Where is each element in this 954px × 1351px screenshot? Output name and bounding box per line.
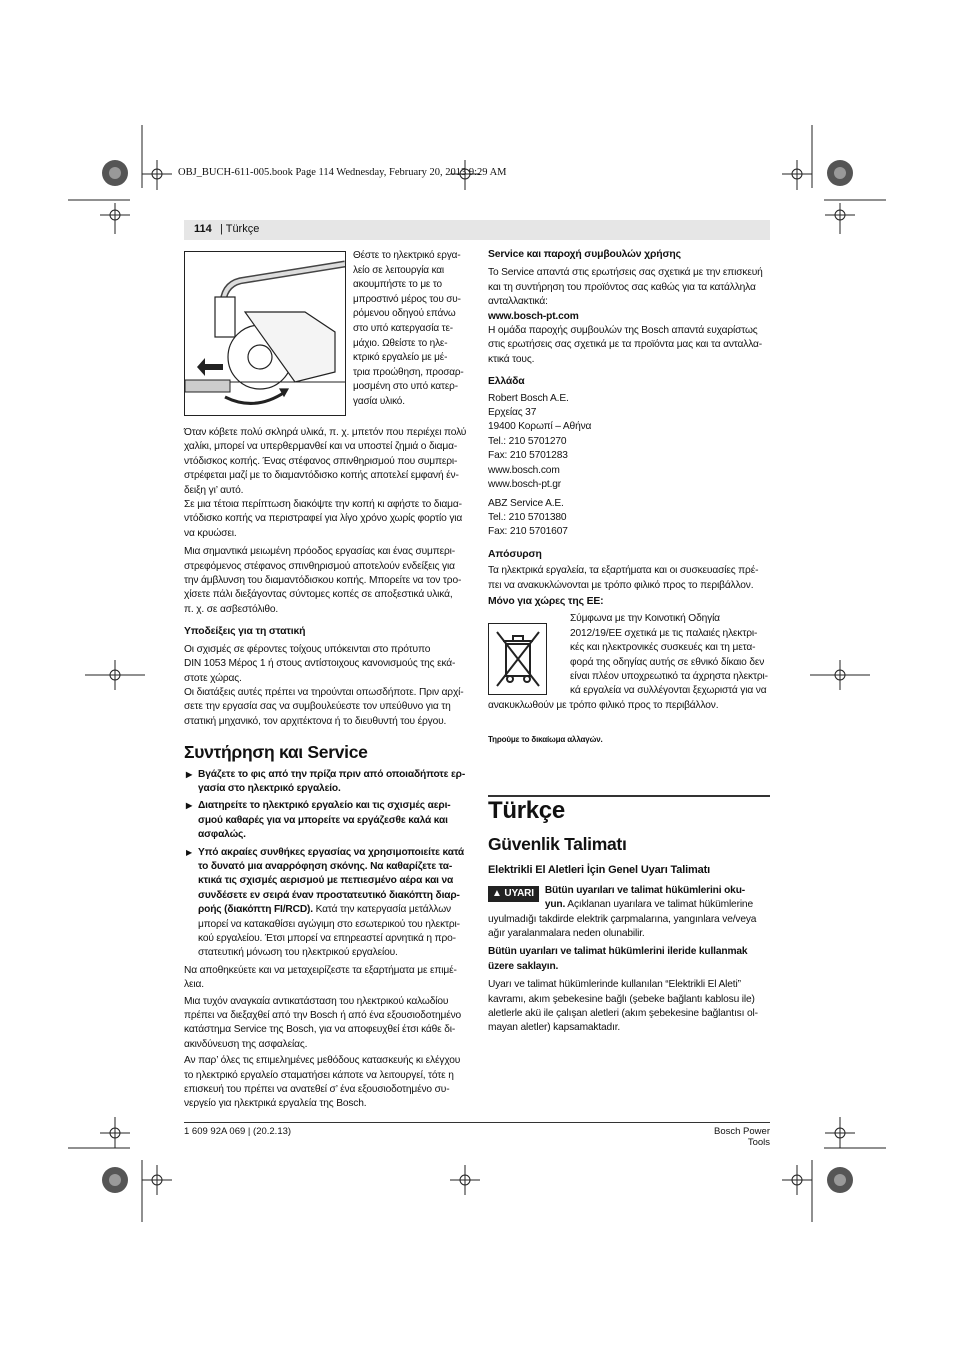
- paragraph-service: Το Service απαντά στις ερωτήσεις σας σχετικά με την επισκευή και τη συντήρηση του προϊόντος σας καθώς για τα κατάλληλα ανταλλακτικά:: [488, 267, 763, 308]
- bullet-triangle-icon: ▶: [186, 801, 193, 811]
- page-number: 114: [194, 223, 212, 235]
- eu-heading: Μόνο για χώρες της ΕΕ:: [488, 595, 604, 607]
- footer-document-number: 1 609 92A 069 | (20.2.13): [184, 1126, 292, 1137]
- grinder-drawing: [185, 252, 345, 415]
- tool-illustration: [184, 251, 346, 416]
- page-header: [184, 220, 770, 240]
- caption-line: μοσμένη στο υπό κατερ-: [353, 381, 458, 393]
- address-abz: ABZ Service A.E. Tel.: 210 5701380 Fax: 210 5701607: [488, 497, 568, 538]
- bullet-triangle-icon: ▶: [186, 769, 193, 779]
- caption-line: κτρικό εργαλείο με μέ-: [353, 352, 448, 364]
- caption-line: λείο σε λειτουργία και: [353, 264, 444, 276]
- paragraph-cable-replacement: Μια τυχόν αναγκαία αντικατάσταση του ηλεκτρικού καλωδίου πρέπει να διεξαχθεί από την Bosch ή από ένα εξουσιοδοτημένο κατάστημα Service της Bosch, για να αποφευχθεί έτσι κάθε δι- ακινδύνευση της ασφαλείας.: [184, 995, 462, 1050]
- header-language-label: Türkçe: [225, 223, 260, 235]
- maintenance-bullets: [184, 768, 470, 961]
- warning-block: ▲ UYARI Bütün uyarıları ve talimat hükümlerini oku- yun. Açıklanan uyarılara ve talimat hükümlerine uyulmadığı takdirde elektrik çarpmalarına, yangınlara ve/veya ağır yaralanmalara neden olunabilir.: [488, 884, 757, 940]
- footer-rule: [184, 1122, 770, 1123]
- static-heading: Υποδείξεις για τη στατική: [184, 626, 306, 638]
- caption-line: μάχιο. Ωθείστε το ηλε-: [353, 337, 448, 349]
- safety-heading: Güvenlik Talimatı: [488, 834, 627, 854]
- keep-instructions: Bütün uyarıları ve talimat hükümlerini ileride kullanmak üzere saklayın.: [488, 946, 748, 972]
- footer-brand: Bosch Power Tools: [714, 1126, 770, 1148]
- paragraph-static-1: Οι σχισμές σε φέροντες τοίχους υπόκεινται στο πρότυπο DIN 1053 Μέρος 1 ή στους αντίστοιχους κανονισμούς της εκά- στοτε χώρας.: [184, 643, 456, 684]
- paragraph-repair: Αν παρ’ όλες τις επιμελημένες μεθόδους κατασκευής κι ελέγχου το ηλεκτρικό εργαλείο σταματήσει κάποτε να λειτουργεί, τότε η επισκευή του πρέπει να ανατεθεί σ’ ένα εξουσιοδοτημένο συ- νεργείο για ηλεκτρικά εργαλεία της Bosch.: [184, 1055, 461, 1110]
- caption-line: στο υπό κατεργασία τε-: [353, 322, 453, 334]
- warning-label: UYARI: [504, 887, 534, 899]
- caption-line: Θέστε το ηλεκτρικό εργα-: [353, 250, 461, 261]
- paragraph-static-2: Οι διατάξεις αυτές πρέπει να τηρούνται οπωσδήποτε. Πριν αρχί- σετε την εργασία σας να συμβουλεύεστε τον υπεύθυνο για τη στατική μηχανικό, τον αρχιτέκτονα ή το διευθυντή του έργου.: [184, 686, 464, 727]
- figure-caption: [353, 249, 471, 410]
- paragraph-power-tool-term: Uyarı ve talimat hükümlerinde kullanılan “Elektrikli El Aleti” kavramı, akım şebekesine bağlı (şebeke bağlantı kablosu ile) aletlerle akü ile çalışan aletleri (akım şebekesine bağlantısı ol- mayan aletler) kapsamaktadır.: [488, 979, 758, 1034]
- paragraph-storage: Να αποθηκεύετε και να μεταχειρίζεστε τα εξαρτήματα με επιμέ- λεια.: [184, 964, 457, 991]
- service-url[interactable]: www.bosch-pt.com: [488, 310, 579, 322]
- print-slug: OBJ_BUCH-611-005.book Page 114 Wednesday, February 20, 2013 9:29 AM: [178, 167, 507, 178]
- left-column: [184, 426, 470, 1116]
- paragraph-hard-materials: Όταν κόβετε πολύ σκληρά υλικά, π. χ. μπετόν που περιέχει πολύ χαλίκι, μπορεί να υπερθερμανθεί και να υποστεί ζημιά ο διαμα- ντόδισκος κοπής. Ένας στέφανος σπινθηρισμού που συμπερι- στρέφεται μαζί με το διαμαντόδισκο κοπής αποτελεί εμφανή έν- δειξη γι’ αυτό.: [184, 427, 467, 496]
- rights-reserved: Τηρούμε το δικαίωμα αλλαγών.: [488, 735, 603, 745]
- list-item: ▶ Βγάζετε το φις από την πρίζα πριν από οποιαδήποτε ερ- γασία στο ηλεκτρικό εργαλείο.: [186, 768, 466, 794]
- paragraph-eu-tail: ανακυκλωθούν με τρόπο φιλικό προς το περιβάλλον.: [488, 699, 719, 711]
- weee-crossed-bin-icon: [488, 623, 547, 695]
- paragraph-dull-disc: Μια σημαντικά μειωμένη πρόοδος εργασίας και ένας συμπερι- στρεφόμενος στέφανος σπινθηρισμού αποτελούν ενδείξεις για την άμβλυνση του διαμαντόδισκου κοπής. Μπορείτε να τον τρο- χίσετε πάλι διεξάγοντας σύντομες κοπές σε αποξεστικά υλικά, π. χ. σε ασβεστόλιθο.: [184, 546, 462, 615]
- paragraph-eu: Σύμφωνα με την Κοινοτική Οδηγία 2012/19/ΕΕ σχετικά με τις παλαιές ηλεκτρι- κές και ηλεκτρονικές συσκευές και τη μετα- φορά της οδηγίας αυτής σε εθνικό δίκαιο δεν είναι πλέον υποχρεωτικό τα άχρηστα ηλεκτρι- κά εργαλεία να συλλέγονται ξεχωριστά για να: [570, 613, 768, 697]
- caption-line: γασία υλικό.: [353, 395, 405, 407]
- list-item: ▶ Διατηρείτε το ηλεκτρικό εργαλείο και τις σχισμές αερι- σμού καθαρές για να μπορείτε να εργάζεσθε καλά και ασφαλώς.: [186, 800, 451, 841]
- list-item: ▶ Υπό ακραίες συνθήκες εργασίας να χρησιμοποιείτε κατά το δυνατό μια αναρρόφηση σκόνης. Να καθαρίζετε τα- κτικά τις σχισμές αερισμού με πεπιεσμένο αέρα και να συνδέσετε εν σειρά έναν προστατευτικό διακόπτη διαρ- ροής (διακόπτη FI/RCD). Κατά την κατεργασία μετάλλων μπορεί να κατακαθίσει αγώγιμη στο εσωτερικού του ηλεκτρι- κού εργαλείου. Έτσι μπορεί να επηρεαστεί αρνητικά η προ- στατευτική μόνωση του ηλεκτρικού εργαλείου.: [186, 846, 465, 959]
- maintenance-heading: Συντήρηση και Service: [184, 742, 368, 763]
- paragraph-disposal: Τα ηλεκτρικά εργαλεία, τα εξαρτήματα και οι συσκευασίες πρέ- πει να ανακυκλώνονται με τρόπο φιλικό προς το περιβάλλον.: [488, 565, 759, 591]
- bullet-triangle-icon: ▶: [186, 847, 193, 857]
- disposal-heading: Απόσυρση: [488, 548, 542, 560]
- caption-line: ρόμενου οδηγού επάνω: [353, 308, 456, 320]
- paragraph-cooling: Σε μια τέτοια περίπτωση διακόψτε την κοπή κι αφήστε το διαμα- ντόδισκο κοπής να περιστραφεί για λίγο χρόνο χωρίς φορτίο για να κρυώσει.: [184, 499, 463, 539]
- caption-line: ακουμπήστε το με το: [353, 279, 442, 291]
- caption-line: τρια προώθηση, προσαρ-: [353, 366, 464, 378]
- country-heading: Ελλάδα: [488, 376, 525, 388]
- turkish-section: [488, 797, 772, 1040]
- turkish-title: Türkçe: [488, 797, 565, 824]
- paragraph-advice: Η ομάδα παροχής συμβουλών της Bosch απαντά ευχαρίστως στις ερωτήσεις σας σχετικά με τα προϊόντα μας και τα ανταλλα- κτικά τους.: [488, 325, 762, 365]
- header-language: | Türkçe: [220, 223, 260, 235]
- warning-badge: ▲ UYARI: [488, 886, 539, 902]
- caption-line: μπροστινό μέρος του συ-: [353, 293, 461, 305]
- address-bosch: Robert Bosch A.E. Ερχείας 37 19400 Κορωπί – Αθήνα Tel.: 210 5701270 Fax: 210 5701283 www.bosch.com www.bosch-pt.gr: [488, 392, 592, 491]
- service-heading: Service και παροχή συμβουλών χρήσης: [488, 249, 681, 260]
- general-warning-heading: Elektrikli El Aletleri İçin Genel Uyarı Talimatı: [488, 864, 711, 877]
